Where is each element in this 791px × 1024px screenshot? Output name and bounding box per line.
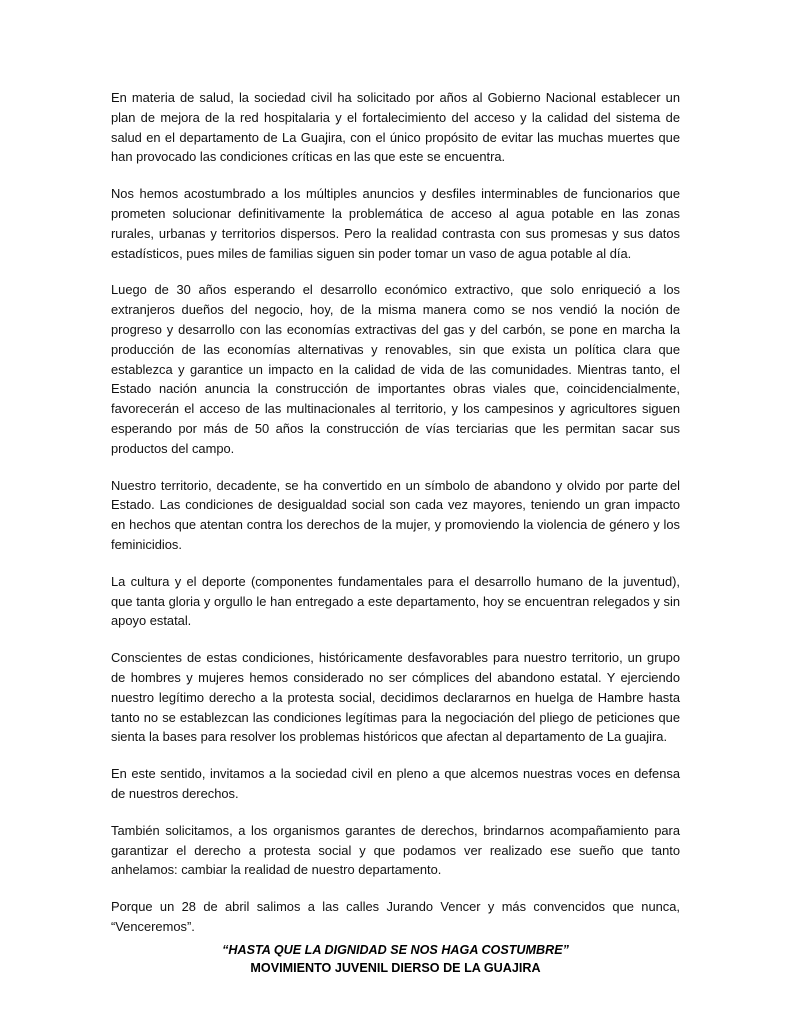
- paragraph-invitation: En este sentido, invitamos a la sociedad civil en pleno a que alcemos nuestras voces en defensa de nuestros derechos.: [111, 766, 680, 801]
- organization-name: MOVIMIENTO JUVENIL DIERSO DE LA GUAJIRA: [250, 961, 541, 975]
- paragraph-culture: La cultura y el deporte (componentes fundamentales para el desarrollo humano de la juventud), que tanta gloria y orgullo le han entregado a este departamento, hoy se encuentran relegados y sin apoyo estatal.: [111, 573, 680, 629]
- paragraph-hunger-strike: Conscientes de estas condiciones, históricamente desfavorables para nuestro territorio, un grupo de hombres y mujeres hemos considerado no ser cómplices del abandono estatal. Y ejerciendo nuestro legítimo derecho a la protesta social, decidimos declararnos en huelga de Hambre hasta tanto no se establezcan las condiciones legítimas para la negociación del pliego de peticiones que sienta la bases para resolver los problemas históricos que afectan al departamento de La guajira.: [111, 650, 680, 745]
- paragraph-request: También solicitamos, a los organismos garantes de derechos, brindarnos acompañamiento para garantizar el derecho a protesta social y que podamos ver realizado ese sueño que tanto anhelamos: cambiar la realidad de nuestro departamento.: [111, 822, 680, 878]
- paragraph-territory: Nuestro territorio, decadente, se ha convertido en un símbolo de abandono y olvido por parte del Estado. Las condiciones de desigualdad social son cada vez mayores, teniendo un gran impacto en hechos que atentan contra los derechos de la mujer, y promoviendo la violencia de género y los feminicidios.: [111, 477, 680, 552]
- paragraph-economy: Luego de 30 años esperando el desarrollo económico extractivo, que solo enriqueció a los extranjeros dueños del negocio, hoy, de la misma manera como se nos vendió la noción de progreso y desarrollo con las economías extractivas del gas y del carbón, se pone en marcha la producción de las economías alternativas y renovables, sin que exista un política clara que establezca y garantice un impacto en la calidad de vida de las comunidades. Mientras tanto, el Estado nación anuncia la construcción de importantes obras viales que, coincidencialmente, favorecerán el acceso de las multinacionales al territorio, y los campesinos y agricultores siguen esperando por más de 50 años la construcción de vías terciarias que les permitan sacar sus productos del campo.: [111, 282, 680, 456]
- paragraph-water: Nos hemos acostumbrado a los múltiples anuncios y desfiles interminables de funcionarios que prometen solucionar definitivamente la problemática de acceso al agua potable en las zonas rurales, urbanas y territorios dispersos. Pero la realidad contrasta con sus promesas y sus datos estadísticos, pues miles de familias siguen sin poder tomar un vaso de agua potable al día.: [111, 186, 680, 261]
- paragraph-closing: Porque un 28 de abril salimos a las calles Jurando Vencer y más convencidos que nunca, “Venceremos”.: [111, 899, 680, 934]
- signature-block: [111, 941, 680, 977]
- motto: “HASTA QUE LA DIGNIDAD SE NOS HAGA COSTUMBRE”: [222, 943, 569, 957]
- paragraph-health: En materia de salud, la sociedad civil ha solicitado por años al Gobierno Nacional establecer un plan de mejora de la red hospitalaria y el fortalecimiento del acceso y la calidad del sistema de salud en el departamento de La Guajira, con el único propósito de evitar las muchas muertes que han provocado las condiciones críticas en las que este se encuentra.: [111, 90, 680, 165]
- document-body: [111, 88, 680, 954]
